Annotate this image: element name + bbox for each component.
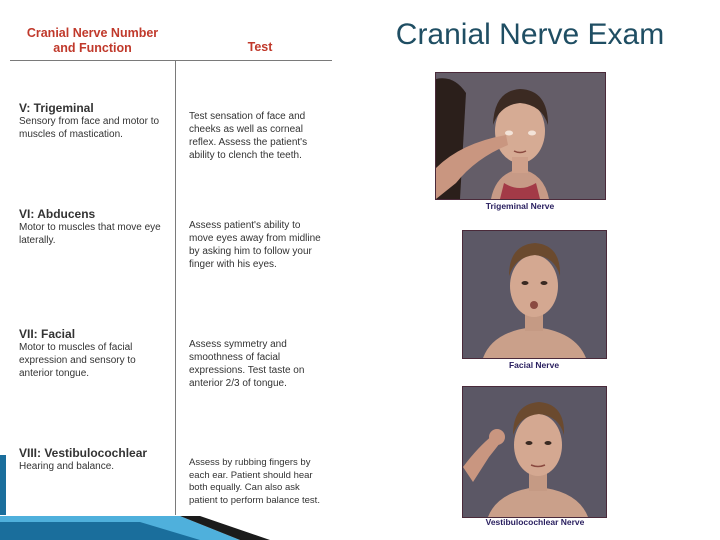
nerve-name: VI: Abducens [19,207,96,221]
nerve-test: Assess patient's ability to move eyes away from midline by asking him to follow your finger with his eyes. [189,220,321,270]
nerve-row-vestibulocochlear [19,446,169,473]
facial-exam-illustration [463,231,606,358]
photo-caption: Facial Nerve [508,360,560,370]
photo-caption: Trigeminal Nerve [485,201,555,211]
nerve-test: Test sensation of face and cheeks as well as corneal reflex. Assess the patient's ability to clench the teeth. [189,111,308,161]
slide-accent-edge [0,455,6,515]
column-divider [175,60,176,515]
column-header-test: Test [247,40,273,54]
slide-title: Cranial Nerve Exam [395,18,665,51]
header-divider [10,60,332,61]
nerve-row-facial [19,327,169,380]
nerve-function: Motor to muscles that move eye laterally. [19,222,161,246]
nerve-row-abducens [19,207,169,247]
nerve-name: V: Trigeminal [19,101,94,115]
trigeminal-exam-photo [435,72,606,200]
nerve-test: Assess by rubbing fingers by each ear. Patient should hear both equally. Can also ask patient to perform balance test. [189,457,320,506]
nerve-function: Motor to muscles of facial expression and sensory to anterior tongue. [19,342,136,379]
facial-exam-photo [462,230,607,359]
nerve-name: VII: Facial [19,327,76,341]
column-header-nerve-function: Cranial Nerve Number and Function [26,26,159,55]
nerve-function: Sensory from face and motor to muscles of mastication. [19,116,160,140]
trigeminal-exam-illustration [436,73,605,199]
nerve-function: Hearing and balance. [19,461,115,472]
nerve-row-trigeminal [19,101,169,141]
vestibulocochlear-exam-illustration [463,387,606,517]
nerve-name: VIII: Vestibulocochlear [19,446,148,460]
nerve-test: Assess symmetry and smoothness of facial expressions. Test taste on anterior 2/3 of tongue. [189,339,305,389]
photo-caption: Vestibulocochlear Nerve [485,517,585,527]
slide-accent-ribbon [0,512,270,540]
vestibulocochlear-exam-photo [462,386,607,518]
